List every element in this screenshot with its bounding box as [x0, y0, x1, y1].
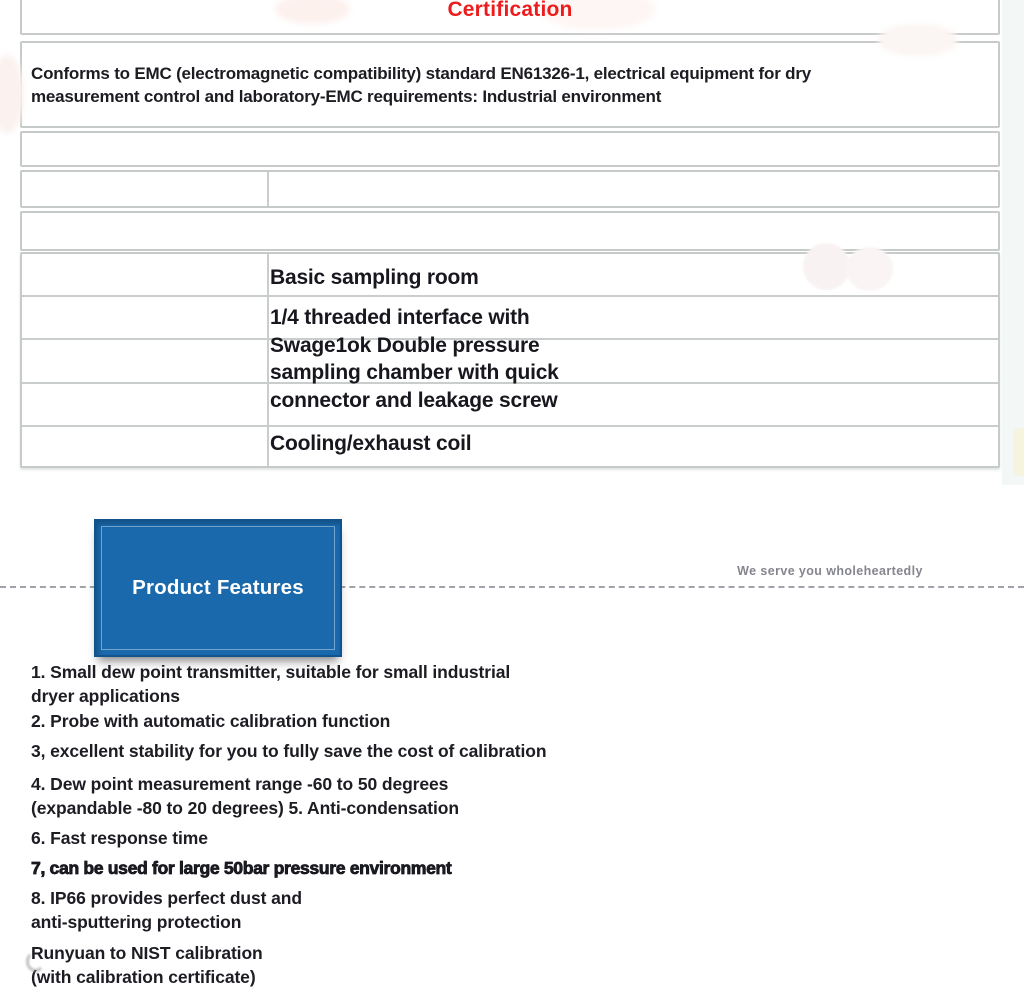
feature-line: 8. IP66 provides perfect dust and — [31, 888, 302, 908]
spec-value-basic: Basic sampling room — [270, 266, 479, 289]
spec-header-row — [20, 170, 1000, 208]
emc-statement-line: measurement control and laboratory-EMC requirements: Industrial environment — [31, 87, 662, 106]
column-divider — [267, 172, 269, 206]
service-slogan: We serve you wholeheartedly — [737, 564, 923, 578]
decorative-blob — [846, 247, 893, 291]
feature-line: 4. Dew point measurement range -60 to 50 degrees — [31, 774, 449, 794]
page-title: Certification — [447, 0, 573, 21]
feature-line: (with calibration certificate) — [31, 967, 256, 987]
table-row-divider — [22, 425, 998, 427]
feature-line: 6. Fast response time — [31, 828, 208, 848]
feature-line: anti-sputtering protection — [31, 912, 242, 932]
decorative-sliver — [1013, 428, 1024, 476]
page-right-strip — [1002, 0, 1024, 485]
spec-value-line: sampling chamber with quick — [270, 361, 559, 384]
spec-value-line: 1/4 threaded interface with — [270, 306, 530, 329]
emc-statement-line: Conforms to EMC (electromagnetic compatibility) standard EN61326-1, electrical equipment for dry — [31, 64, 811, 83]
decorative-blob — [803, 243, 850, 290]
spec-value-cooling: Cooling/exhaust coil — [270, 432, 472, 455]
table-row-divider — [22, 295, 998, 297]
feature-line: 1. Small dew point transmitter, suitable for small industrial — [31, 662, 511, 682]
certification-title-box — [20, 0, 1000, 35]
product-features-badge — [94, 519, 342, 657]
spec-value-line: Swage1ok Double pressure — [270, 333, 540, 357]
empty-spec-box-2 — [20, 211, 1000, 251]
column-divider — [267, 254, 269, 466]
empty-spec-box-1 — [20, 131, 1000, 167]
feature-line: 2. Probe with automatic calibration function — [31, 711, 391, 731]
feature-line: Runyuan to NIST calibration — [31, 943, 263, 963]
decorative-blob — [878, 24, 958, 56]
feature-line: (expandable -80 to 20 degrees) 5. Anti-condensation — [31, 798, 459, 818]
product-features-label: Product Features — [132, 576, 304, 599]
feature-line: 3, excellent stability for you to fully save the cost of calibration — [31, 741, 547, 761]
decorative-curl — [26, 951, 45, 972]
feature-line: 7, can be used for large 50bar pressure environment — [31, 858, 452, 878]
spec-value-interface — [270, 304, 559, 414]
spec-value-line: connector and leakage screw — [270, 388, 558, 412]
feature-line: dryer applications — [31, 686, 180, 706]
